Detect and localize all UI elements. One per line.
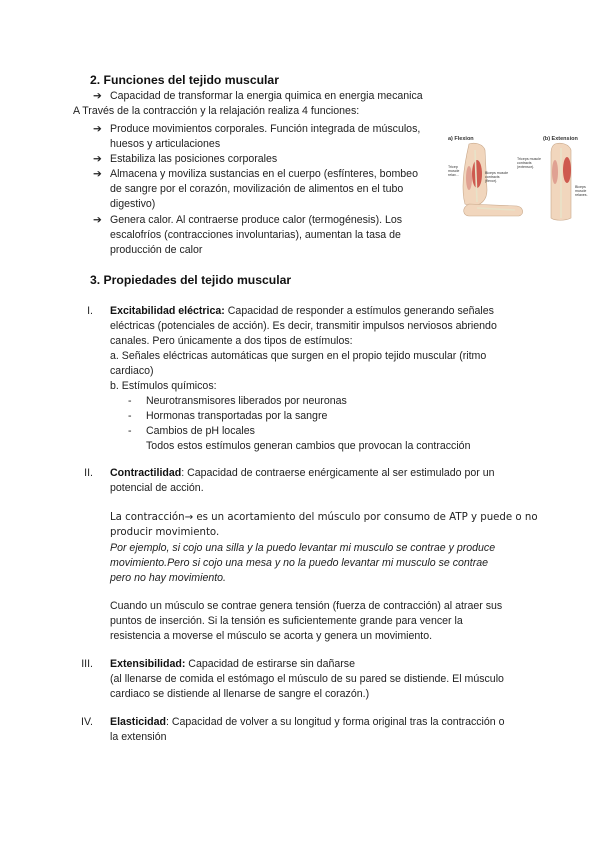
item-II-line2: potencial de acción.: [110, 482, 204, 494]
after-dashes: Todos estos estímulos generan cambios que provocan la contracción: [146, 440, 471, 452]
numeral: IV.: [81, 716, 93, 728]
item-I-line: a. Señales eléctricas automáticas que surgen en el propio tejido muscular (ritmo: [110, 350, 487, 362]
item-I-line: b. Estímulos químicos:: [110, 380, 217, 392]
numeral: III.: [81, 658, 93, 670]
intro-bullet: Capacidad de transformar la energia quimica en energia mecanica: [110, 90, 423, 102]
dash-marker: -: [128, 395, 132, 407]
svg-text:(extensor).: (extensor).: [517, 165, 535, 169]
item-II-line1: [110, 466, 495, 481]
tension-line: puntos de inserción. Si la tensión es suficientemente grande para vencer la: [110, 615, 463, 627]
numeral: I.: [87, 305, 93, 317]
tension-line: resistencia a moverse el músculo se acorta y genera un movimiento.: [110, 630, 433, 642]
svg-text:muscle: muscle: [575, 189, 587, 193]
item-III-line: (al llenarse de comida el estómago el músculo de su pared se distiende. El músculo: [110, 673, 504, 685]
bullet-line: producción de calor: [110, 244, 203, 256]
arm-flexion-extension-figure: [447, 130, 593, 222]
contraction-line: La contracción→ es un acortamiento del músculo por consumo de ATP y puede o no: [110, 512, 538, 523]
arrow-icon: ➔: [93, 214, 102, 226]
svg-text:contracts: contracts: [485, 175, 500, 179]
tension-line: Cuando un músculo se contrae genera tensión (fuerza de contracción) al atraer sus: [110, 600, 503, 612]
item-I-line: cardiaco): [110, 365, 154, 377]
bullet-line: Produce movimientos corporales. Función integrada de músculos,: [110, 123, 421, 135]
item-IV-line1: [110, 715, 505, 730]
bullet-line: Estabiliza las posiciones corporales: [110, 153, 278, 165]
svg-text:Biceps: Biceps: [575, 185, 586, 189]
bullet-line: de sangre por el corazón, movilización de alimentos en el tubo: [110, 183, 404, 195]
example-line: movimiento.Pero si cojo una mesa y no la puedo levantar mi musculo se contrae: [110, 557, 489, 569]
item-I-line1: [110, 304, 494, 319]
svg-text:Tricep: Tricep: [448, 165, 458, 169]
item-III-line: cardiaco se distiende al llenarse de sangre el corazón.): [110, 688, 370, 700]
term: Extensibilidad:: [110, 658, 186, 670]
dash-marker: -: [128, 410, 132, 422]
bullet-line: escalofríos (contracciones involuntarias), aumentan la tasa de: [110, 229, 401, 241]
item-I-line: canales. Pero únicamente a dos tipos de estímulos:: [110, 335, 353, 347]
svg-text:contracts: contracts: [517, 161, 532, 165]
svg-text:Triceps muscle: Triceps muscle: [517, 157, 542, 161]
dash-item: Hormonas transportadas por la sangre: [146, 410, 328, 422]
bullet-line: Almacena y moviliza sustancias en el cuerpo (esfínteres, bombeo: [110, 168, 418, 180]
term-rest: Capacidad de responder a estímulos generando señales: [224, 305, 494, 317]
bullet-line: digestivo): [110, 198, 156, 210]
arrow-icon: ➔: [93, 90, 102, 102]
term-rest: : Capacidad de contraerse enérgicamente al ser estimulado por un: [181, 467, 495, 479]
item-IV-line2: la extensión: [110, 731, 167, 743]
section2-title: 2. Funciones del tejido muscular: [90, 73, 279, 87]
example-line: pero no hay movimiento.: [110, 572, 227, 584]
arrow-icon: ➔: [93, 168, 102, 180]
example-line: Por ejemplo, si cojo una silla y la puedo levantar mi musculo se contrae y produce: [110, 542, 496, 554]
panel-b-label: (b) Extension: [543, 136, 578, 142]
arrow-icon: ➔: [93, 123, 102, 135]
term-rest: : Capacidad de volver a su longitud y forma original tras la contracción o: [165, 716, 505, 728]
svg-text:Biceps muscle: Biceps muscle: [485, 171, 509, 175]
item-I-line: eléctricas (potenciales de acción). Es decir, transmitir impulsos nerviosos abriendo: [110, 320, 497, 332]
dash-item: Cambios de pH locales: [146, 425, 255, 437]
dash-marker: -: [128, 425, 132, 437]
svg-text:relax...: relax...: [448, 173, 459, 177]
bullet-line: huesos y articulaciones: [110, 138, 221, 150]
numeral: II.: [84, 467, 93, 479]
svg-text:muscle: muscle: [448, 169, 460, 173]
svg-text:relaxes.: relaxes.: [575, 193, 588, 197]
svg-text:(flexor).: (flexor).: [485, 179, 498, 183]
term: Contractilidad: [110, 467, 182, 479]
panel-a-label: a) Flexion: [448, 136, 474, 142]
section3-title: 3. Propiedades del tejido muscular: [90, 273, 292, 287]
term: Excitabilidad eléctrica:: [110, 305, 225, 317]
bullet-line: Genera calor. Al contraerse produce calor (termogénesis). Los: [110, 214, 403, 226]
term-rest: Capacidad de estirarse sin dañarse: [185, 658, 355, 670]
section2-lead: A Través de la contracción y la relajación realiza 4 funciones:: [73, 105, 360, 117]
contraction-line: producir movimiento.: [110, 527, 220, 538]
item-III-line1: [110, 657, 355, 672]
term: Elasticidad: [110, 716, 166, 728]
dash-item: Neurotransmisores liberados por neuronas: [146, 395, 347, 407]
arrow-icon: ➔: [93, 153, 102, 165]
